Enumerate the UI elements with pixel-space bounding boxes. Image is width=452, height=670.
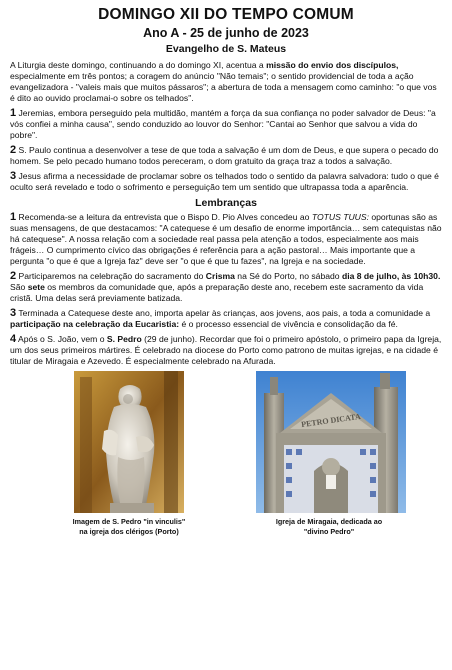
lembranca-3 — [10, 308, 442, 330]
item-text-rest: oportunas são as suas mensagens, de que destacamos: "A catequese é um desafio de enorme importância… sem catequistas não há catequese". A nossa relação com a sociedade real passa pela atenção a todos, especialmente aos mais frágeis… O cumprimento cívico das obrigações é referência para a ação pastoral… Mais importante que a pergunta "o que é que a Igreja faz" deve ser "o que é que tu fazes", na Igreja e na sociedade. — [10, 212, 442, 266]
point-number: 2 — [10, 144, 17, 156]
item-text: na Sé do Porto, no sábado — [234, 271, 342, 281]
statue-photo — [74, 371, 184, 513]
point-1 — [10, 108, 442, 141]
caption-line: "divino Pedro" — [303, 526, 355, 536]
item-text-rest: (29 de junho). Recordar que foi o primeiro apóstolo, o primeiro papa da Igreja, um dos seus primeiros mártires. É celebrado na diocese do Porto como patrono de muitas igrejas, e na cidade é titular de Miragaia e Azevedo. É especialmente celebrado na Afurada. — [10, 334, 442, 366]
point-3 — [10, 171, 442, 193]
item-text-rest: os membros da comunidade que, após a preparação deste ano, recebem este sacramento da vida cristã. Uma delas será previamente batizada. — [10, 282, 424, 303]
intro-text: A Liturgia deste domingo, continuando a do domingo XI, acentua a — [10, 60, 267, 70]
statue-caption — [56, 517, 202, 536]
point-2 — [10, 145, 442, 167]
point-number: 3 — [10, 170, 17, 182]
intro-highlight: missão do envio dos discípulos, — [266, 60, 399, 70]
item-number: 2 — [10, 270, 17, 282]
lembranca-2 — [10, 271, 442, 304]
caption-line: na igreja dos clérigos (Porto) — [79, 526, 179, 536]
figures-row — [10, 371, 442, 536]
gospel-heading: Evangelho de S. Mateus — [165, 43, 287, 55]
item-text: Terminada a Catequese deste ano, importa apelar às crianças, aos jovens, aos pais, a toda a comunidade a — [16, 308, 431, 318]
page-subtitle: Ano A - 25 de junho de 2023 — [143, 26, 309, 40]
highlight-crisma: Crisma — [205, 271, 235, 281]
section-heading-lembrancas: Lembranças — [195, 197, 257, 209]
page-title: DOMINGO XII DO TEMPO COMUM — [98, 6, 354, 23]
item-text: Recomenda-se a leitura da entrevista que o Bispo D. Pio Alves concedeu ao — [16, 212, 312, 222]
item-text-rest: é o processo essencial de vivência e consolidação da fé. — [179, 319, 398, 329]
item-number: 3 — [10, 307, 17, 319]
point-text: S. Paulo continua a desenvolver a tese de que toda a salvação é um dom de Deus, e que supera o pecado do homem. Se pelo pecado humano todos pereceram, o dom gratuito da graça traz a todos a salvação. — [10, 145, 439, 166]
lembranca-4 — [10, 334, 442, 367]
intro-paragraph — [10, 60, 442, 104]
church-inscription: PETRO DICATA — [300, 411, 362, 430]
intro-text-rest: especialmente em três pontos; a coragem do anúncio "Não temais"; o sentido providencial de toda a ação evangelizadora - "valeis mais que muitos pássaros"; a abertura de toda a mensagem como caminho: "o que vos é dito ao ouvido proclamai-o sobre os telhados". — [10, 71, 437, 103]
publication-name: TOTUS TUUS: — [311, 212, 369, 222]
church-photo — [256, 371, 406, 513]
point-text: Jesus afirma a necessidade de proclamar sobre os telhados todo o sentido da palavra salvadora: tudo o que é oculto será revelado e todo o sofrimento e perseguição tem um sentido que ultrapassa toda a aparência. — [10, 171, 439, 192]
point-text: Jeremias, embora perseguido pela multidão, mantém a força da sua confiança no poder salvador de Deus: "a vós confiei a minha causa", sendo conduzido ao louvor do Senhor: "Cantai ao Senhor que salvou a vida do pobre". — [10, 108, 436, 140]
lembranca-1 — [10, 212, 442, 267]
item-text: Após o S. João, vem o — [16, 334, 107, 344]
highlight-date: dia 8 de julho, às 10h30. — [341, 271, 441, 281]
point-number: 1 — [10, 107, 17, 119]
highlight-s-pedro: S. Pedro — [106, 334, 142, 344]
caption-line: Igreja de Miragaia, dedicada ao — [275, 517, 383, 526]
church-caption — [256, 517, 402, 536]
highlight-eucaristia: participação na celebração da Eucaristia: — [10, 319, 180, 329]
highlight-count: sete — [27, 282, 45, 292]
figure-statue — [56, 371, 202, 536]
caption-line: Imagem de S. Pedro "in vinculis" — [72, 517, 186, 526]
item-text: Participaremos na celebração do sacramento do — [16, 271, 206, 281]
item-text: São — [10, 282, 28, 292]
figure-church — [256, 371, 402, 536]
item-number: 4 — [10, 333, 17, 345]
item-number: 1 — [10, 211, 17, 223]
